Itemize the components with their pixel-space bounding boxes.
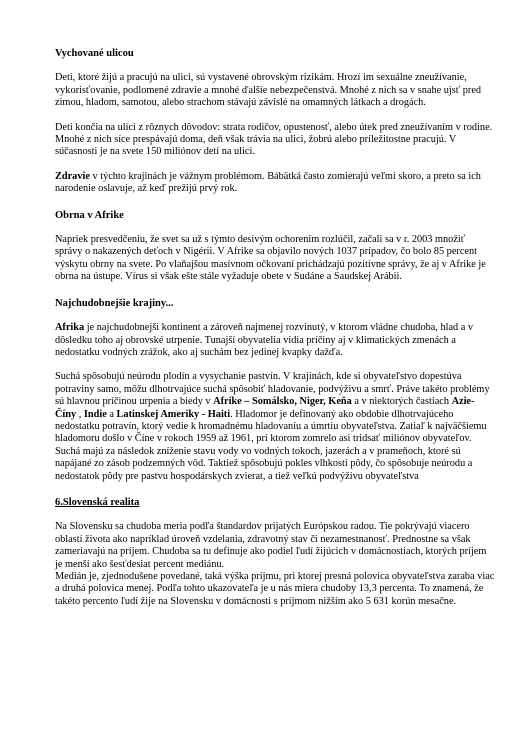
heading-poorest-countries: Najchudobnejšie krajiny...: [55, 297, 174, 309]
bold-asia-china: Azie- Číny: [55, 396, 475, 420]
paragraph-median: Medián je, zjednodušene povedané, taká výška príjmu, pri ktorej presná polovica obyvateľstva zaraba viac a druhá polovica menej. Podľa tohto ukazovateľa je u nás miera chudoby 13,3 percenta. To znamená, že takéto percento ľudí žije na Slovensku v domácnosti s príjmom nižším ako 5 631 korún mesačne.: [55, 571, 495, 607]
droughts-text-e: a: [106, 408, 117, 420]
paragraph-health: [55, 171, 495, 196]
africa-text: je najchudobnejší kontinent a zároveň najmenej rozvinutý, v ktorom vládne chudoba, hlad a v dôsledku toho aj obrovské utrpenie. Tunajší obyvatelia vidia príčiny aj v klimatických zmenách a nedostatku vodných zrážok, ako aj suchám bez jedinej kvapky dažďa.: [55, 322, 474, 358]
paragraph-droughts: [55, 371, 495, 483]
document-page: [55, 48, 495, 620]
paragraph-poverty-measure: Na Slovensku sa chudoba meria podľa štandardov prijatých Európskou radou. Tie pokrývajú viacero oblastí života ako napríklad úroveň vzdelania, zdravotný stav či nezamestnanosť. Prednostne sa však zameriavajú na príjem. Chudoba sa tu definuje ako podiel ľudí žijúcich v domácnostiach, ktorých príjem je menší ako šesťdesiat percent mediánu.: [55, 521, 487, 570]
droughts-text-c: a v niektorých častiach: [351, 396, 452, 408]
droughts-text-f: . Hladomor je definovaný ako obdobie dlhotrvajúceho nedostatku potravín, ktorý vedie k hromadnému hladovaniu a úmrtiu obyvateľstva. Zatiaľ k najväčšiemu hladomoru došlo v Číne v rokoch 1959 až 1961, pri ktorom zomrelo asi tridsať miliónov obyvateľov. Suchá majú za následok zníženie stavu vody vo vodných tokoch, jazerách a v prameňoch, ktoré sú napájané zo zásob podzemných vôd. Taktiež spôsobujú pokles vlhkosti pôdy, čo spôsobuje neúrodu a nedostatok pôdy pre pastvu hospodárskych zvierat, a tiež veľkú podvýživu obyvateľstva: [55, 408, 487, 482]
droughts-text-d: ,: [76, 408, 84, 420]
bold-latin-america-haiti: Latinskej Ameriky - Haiti: [116, 408, 231, 420]
bold-africa-countries: Afrike – Somálsko, Niger, Keňa: [213, 396, 352, 408]
bold-india: Indie: [83, 408, 107, 420]
paragraph-street-risks: Deti, ktoré žijú a pracujú na ulici, sú vystavené obrovským rizikám. Hrozí im sexuálne zneužívanie, vykorisťovanie, podlomené zdravie a mnohé ďalšie nebezpečenstvá. Mnohé z nich sa v snahe ujsť pred zimou, hladom, samotou, alebo strachom stávajú závislé na omamných látkach a drogách.: [55, 72, 482, 109]
paragraph-street-reasons: Deti končia na ulici z rôznych dôvodov: strata rodičov, opustenosť, alebo útek pred zneužívaním v rodine. Mnohé z nich síce prespávajú doma, deň však trávia na ulici, žobrú alebo príležitostne pracujú. V súčasnosti je na svete 150 miliónov detí na ulici.: [55, 121, 493, 158]
bold-africa: Afrika: [55, 322, 85, 334]
heading-street-children: Vychované ulicou: [55, 48, 134, 59]
paragraph-polio: Napriek presvedčeniu, že svet sa už s týmto desivým ochorením rozlúčil, začali sa v r. 2003 množiť správy o nakazených deťoch v Nigérii. V Afrike sa objavilo nových 1037 prípadov, čo bolo 85 percent výskytu obrny na svete. Po vlaňajšou masívnom očkovaní prichádzajú pozitívne správy, že aj v Afrike je obrna na ústupe. Vírus si však ešte stále vyžaduje obete v Sudáne a Saudskej Arábii.: [55, 234, 486, 283]
heading-polio-africa: Obrna v Afrike: [55, 209, 124, 221]
heading-slovak-reality: 6.Slovenská realita: [55, 496, 140, 508]
bold-health: Zdravie: [55, 170, 90, 182]
droughts-text-a: Suchá spôsobujú neúrodu plodín a vysychanie pastvín. V krajinách, kde si obyvateľstvo dopestúva potraviny samo, môžu dlhotrvajúce suchá spôsobiť hladovanie, podvýživu a smrť. Práve takéto problémy sú hlavnou príčinou urpenia a biedy v: [55, 371, 490, 408]
paragraph-africa: [55, 322, 495, 359]
health-text: v týchto krajinách je vážnym problémom. Bábätká často zomierajú veľmi skoro, a preto sa ich narodenie oslavuje, až keď prežijú prvý rok.: [55, 170, 481, 195]
